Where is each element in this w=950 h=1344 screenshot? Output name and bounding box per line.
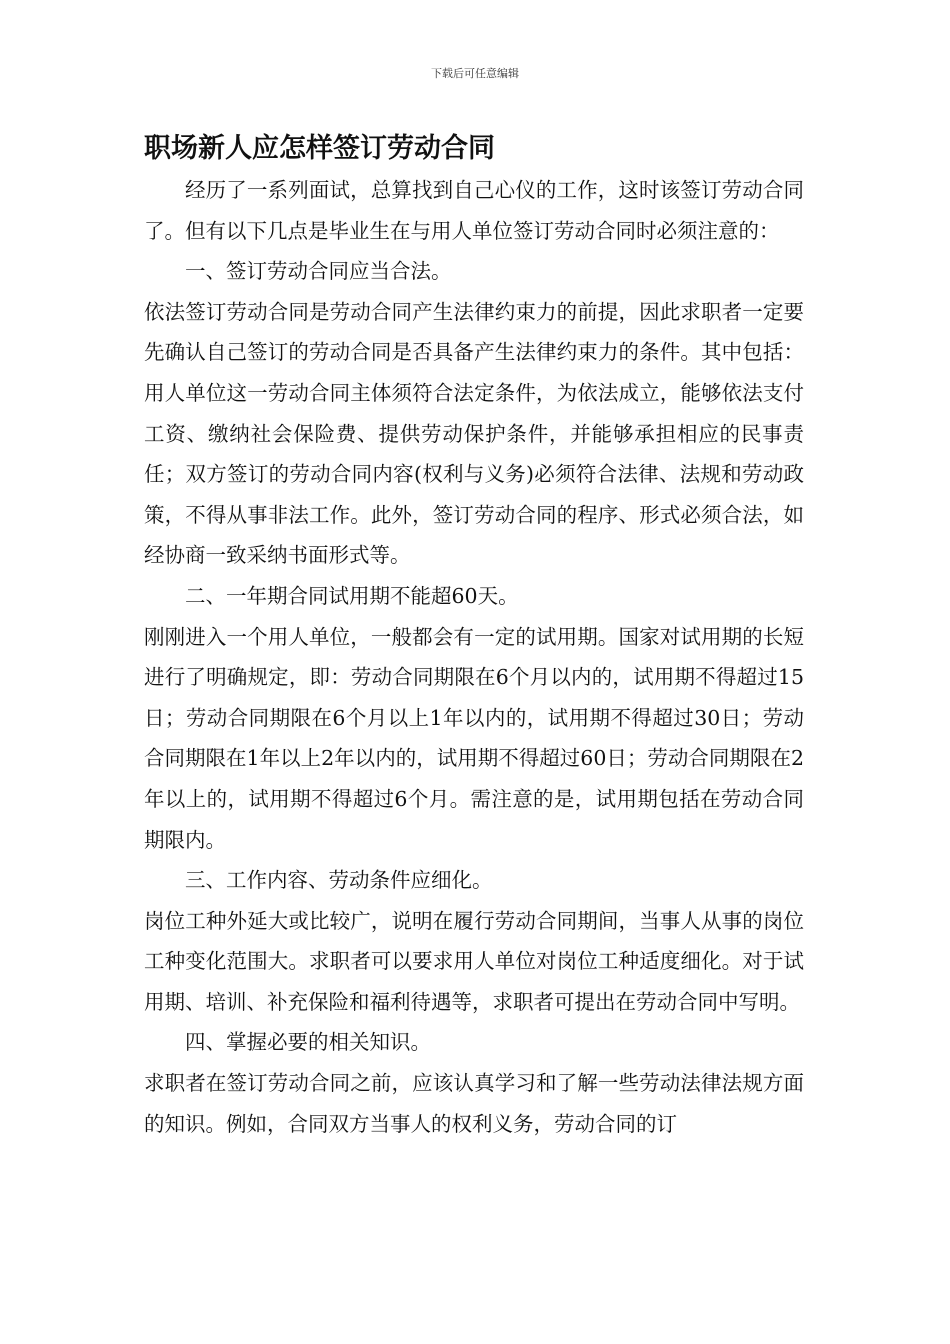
header-note: 下载后可任意编辑 xyxy=(431,67,519,80)
paragraph-section-3: 岗位工种外延大或比较广，说明在履行劳动合同期间，当事人从事的岗位工种变化范围大。求职者可以要求用人单位对岗位工种适度细化。对于试用期、培训、补充保险和福利待遇等，求职者可提出在劳动合同中写明。 xyxy=(144,908,804,1014)
section-heading-2: 二、一年期合同试用期不能超60天。 xyxy=(185,583,519,608)
document-body xyxy=(144,128,804,1144)
paragraph-section-4: 求职者在签订劳动合同之前，应该认真学习和了解一些劳动法律法规方面的知识。例如，合同双方当事人的权利义务，劳动合同的订 xyxy=(144,1071,804,1136)
section-heading-4: 四、掌握必要的相关知识。 xyxy=(185,1030,431,1055)
paragraph-section-1: 依法签订劳动合同是劳动合同产生法律约束力的前提，因此求职者一定要先确认自己签订的劳动合同是否具备产生法律约束力的条件。其中包括：用人单位这一劳动合同主体须符合法定条件，为依法成立，能够依法支付工资、缴纳社会保险费、提供劳动保护条件，并能够承担相应的民事责任；双方签订的劳动合同内容(权利与义务)必须符合法律、法规和劳动政策，不得从事非法工作。此外，签订劳动合同的程序、形式必须合法，如经协商一致采纳书面形式等。 xyxy=(144,299,804,568)
section-heading-3: 三、工作内容、劳动条件应细化。 xyxy=(185,868,493,893)
paragraph-intro: 经历了一系列面试，总算找到自己心仪的工作，这时该签订劳动合同了。但有以下几点是毕业生在与用人单位签订劳动合同时必须注意的： xyxy=(144,178,804,243)
section-heading-1: 一、签订劳动合同应当合法。 xyxy=(185,259,452,284)
document-title: 职场新人应怎样签订劳动合同 xyxy=(144,133,495,164)
paragraph-section-2: 刚刚进入一个用人单位，一般都会有一定的试用期。国家对试用期的长短进行了明确规定，即：劳动合同期限在6个月以内的，试用期不得超过15日；劳动合同期限在6个月以上1年以内的，试用期不得超过30日；劳动合同期限在1年以上2年以内的，试用期不得超过60日；劳动合同期限在2年以上的，试用期不得超过6个月。需注意的是，试用期包括在劳动合同期限内。 xyxy=(144,624,804,852)
